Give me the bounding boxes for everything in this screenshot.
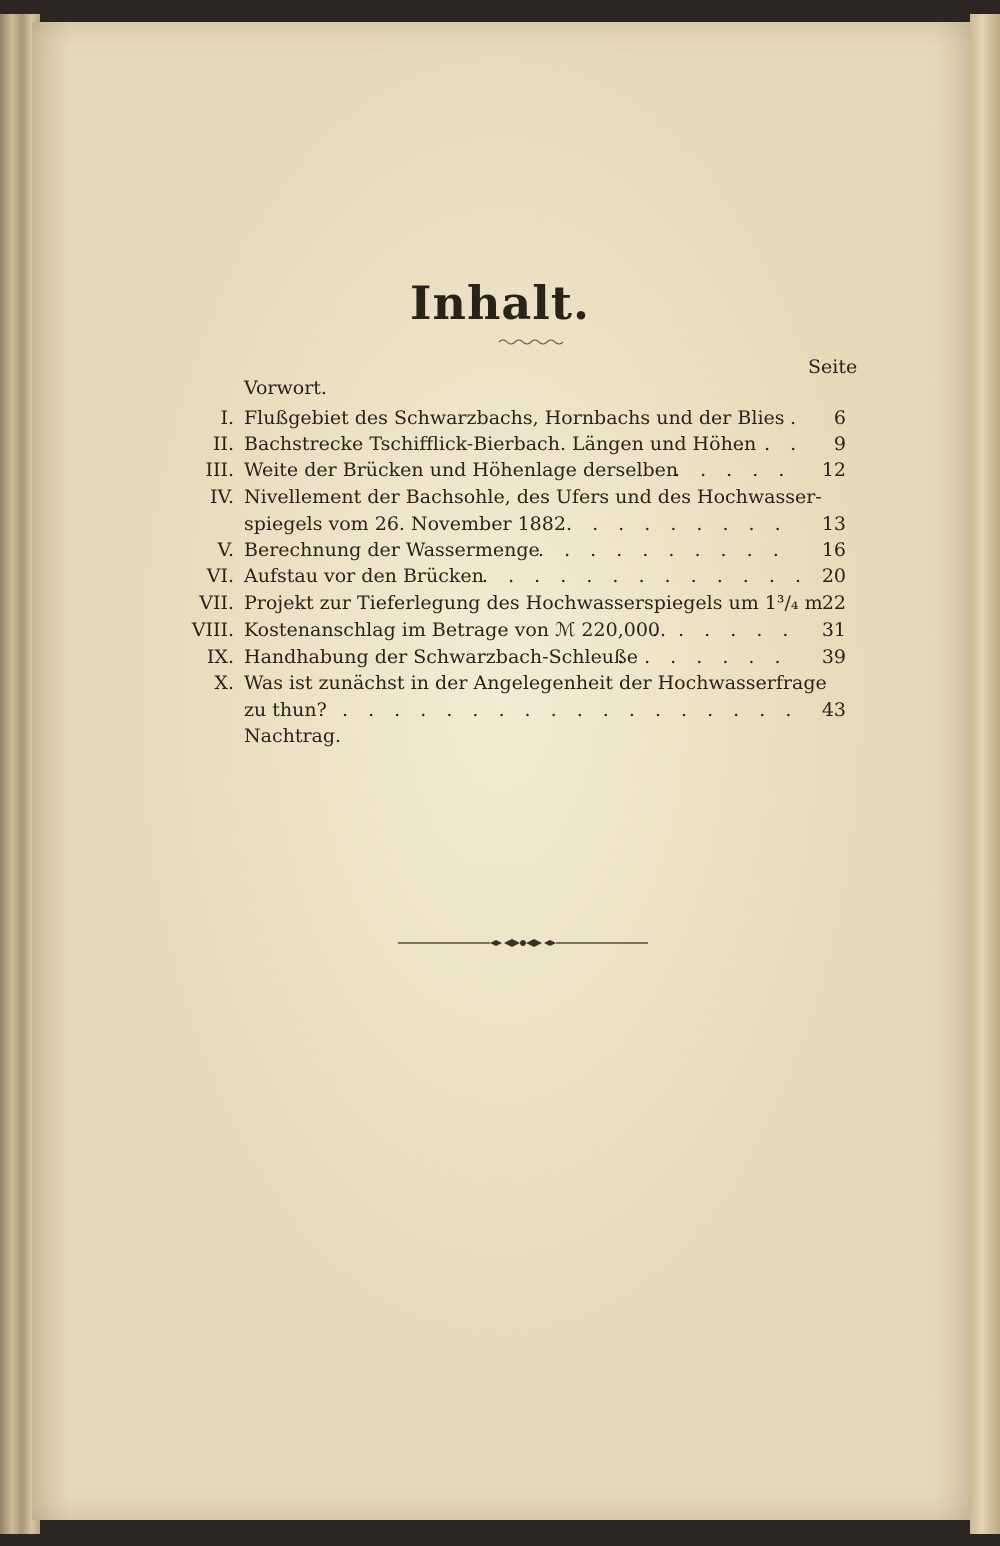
toc-page-number: 43: [821, 699, 846, 721]
toc-page-number: 22: [821, 592, 846, 614]
toc-entry-text: Nachtrag.: [244, 725, 342, 747]
toc-entry-text: Was ist zunächst in der Angelegenheit der Hochwasserfrage: [244, 672, 827, 694]
toc-entry-text: zu thun?: [244, 699, 327, 721]
toc-entry-number: IV.: [210, 486, 234, 508]
toc-entry-text: Weite der Brücken und Höhenlage derselben: [244, 459, 679, 481]
toc-page-number: 6: [833, 407, 846, 429]
toc-leader-dots: . . . . . .: [652, 619, 796, 641]
toc-page-number: 31: [821, 619, 846, 641]
toc-leader-dots: . . . . . . .: [618, 646, 788, 668]
toc-entry-number: III.: [205, 459, 234, 481]
toc-page-number: 20: [821, 565, 846, 587]
toc-entry-text: Handhabung der Schwarzbach-Schleuße: [244, 646, 638, 668]
toc-leader-dots: . . . . . . . . . . . . . . . . . .: [342, 699, 799, 721]
toc-entry-number: IX.: [206, 646, 234, 668]
right-page-edge: [970, 14, 1000, 1534]
toc-entry-number: X.: [214, 672, 234, 694]
toc-entry-text: Berechnung der Wassermenge: [244, 539, 540, 561]
toc-entry-number: II.: [212, 433, 234, 455]
toc-leader-dots: . . .: [738, 433, 804, 455]
toc-page-number: 9: [833, 433, 846, 455]
title-ornament: [497, 337, 567, 347]
toc-entry-text: Bachstrecke Tschifflick-Bierbach. Längen und Höhen: [244, 433, 757, 455]
toc-entry-number: I.: [220, 407, 234, 429]
toc-entry-number: VI.: [206, 565, 234, 587]
toc-entry-text: Vorwort.: [244, 377, 327, 399]
toc-leader-dots: . . . . . . . . . .: [538, 539, 786, 561]
page-column-heading: Seite: [808, 356, 858, 378]
decorative-rule: [398, 936, 648, 950]
toc-page-number: 16: [821, 539, 846, 561]
page-sheet: [32, 22, 970, 1520]
toc-leader-dots: . . . . .: [674, 459, 792, 481]
toc-entry-text: Kostenanschlag im Betrage von ℳ 220,000.: [244, 619, 667, 641]
toc-entry-number: VII.: [199, 592, 234, 614]
toc-entry-number: V.: [217, 539, 234, 561]
toc-entry-text: Nivellement der Bachsohle, des Ufers und des Hochwasser-: [244, 486, 822, 508]
toc-entry-text: Projekt zur Tieferlegung des Hochwasserspiegels um 1³/₄ m: [244, 592, 823, 614]
toc-page-number: 13: [821, 513, 846, 535]
toc-entry-text: spiegels vom 26. November 1882: [244, 513, 566, 535]
toc-page-number: 12: [821, 459, 846, 481]
toc-entry-text: Flußgebiet des Schwarzbachs, Hornbachs und der Blies: [244, 407, 785, 429]
toc-entry-text: Aufstau vor den Brücken: [244, 565, 484, 587]
toc-leader-dots: . . . . . . . . . . . . .: [482, 565, 808, 587]
page-title: Inhalt.: [410, 276, 590, 330]
toc-leader-dots: . . . . . . . . .: [566, 513, 788, 535]
toc-page-number: 39: [821, 646, 846, 668]
toc-entry-number: VIII.: [191, 619, 234, 641]
toc-leader-dots: .: [790, 407, 804, 429]
